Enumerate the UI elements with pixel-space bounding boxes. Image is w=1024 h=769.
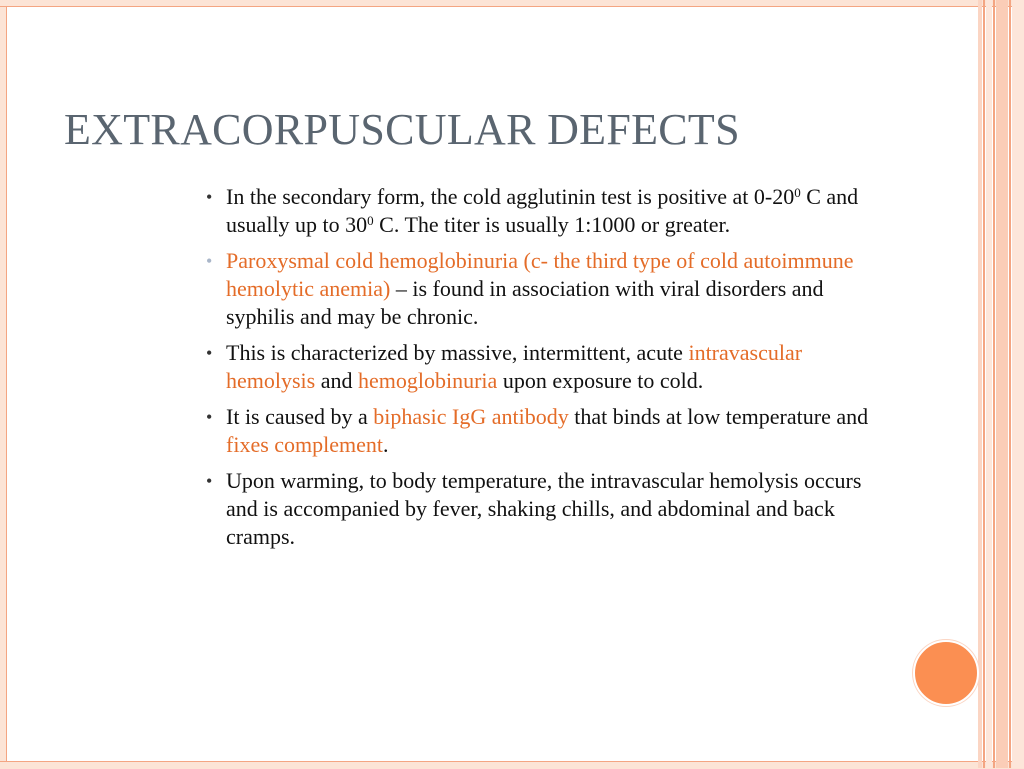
- bullet-list: [204, 183, 894, 559]
- bullet-text: C and usually up to 30: [226, 184, 859, 237]
- highlighted-term: Paroxysmal cold hemoglobinuria (c- the third type of cold autoimmune hemolytic anemia): [226, 248, 854, 301]
- right-stripe: [986, 0, 992, 768]
- right-stripe: [996, 0, 1008, 768]
- bullet-text: It is caused by a: [226, 404, 374, 429]
- superscript-degree: 0: [794, 185, 801, 200]
- bullet-text: upon exposure to cold.: [497, 368, 704, 393]
- superscript-degree: 0: [367, 213, 374, 228]
- right-stripe: [1009, 0, 1011, 768]
- bullet-text: .: [383, 432, 389, 457]
- bullet-text: that binds at low temperature and: [568, 404, 869, 429]
- bullet-item: [204, 403, 894, 459]
- bullet-item: [204, 339, 894, 395]
- highlighted-term: biphasic IgG antibody: [373, 404, 569, 429]
- right-stripe: [983, 0, 985, 768]
- right-stripe: [1012, 0, 1024, 768]
- highlighted-term: intravascular hemolysis: [226, 340, 803, 393]
- right-stripe: [978, 0, 982, 768]
- bullet-text: and: [315, 368, 358, 393]
- bullet-item: [204, 467, 894, 551]
- bullet-text: C. The titer is usually 1:1000 or greater.: [373, 212, 731, 237]
- bullet-item: [204, 247, 894, 331]
- left-border: [0, 0, 7, 768]
- highlighted-term: fixes complement: [226, 432, 384, 457]
- bullet-text: – is found in association with viral disorders and syphilis and may be chronic.: [226, 276, 824, 329]
- decorative-circle: [913, 640, 979, 706]
- highlighted-term: hemoglobinuria: [358, 368, 498, 393]
- top-border: [0, 0, 1024, 7]
- bullet-text: This is characterized by massive, intermittent, acute: [226, 340, 689, 365]
- slide-title: EXTRACORPUSCULAR DEFECTS: [64, 105, 740, 154]
- right-stripe: [993, 0, 995, 768]
- bullet-text: In the secondary form, the cold agglutinin test is positive at 0-20: [226, 184, 795, 209]
- bullet-text: Upon warming, to body temperature, the intravascular hemolysis occurs and is accompanied by fever, shaking chills, and abdominal and back cramps.: [226, 468, 862, 549]
- bullet-item: [204, 183, 894, 239]
